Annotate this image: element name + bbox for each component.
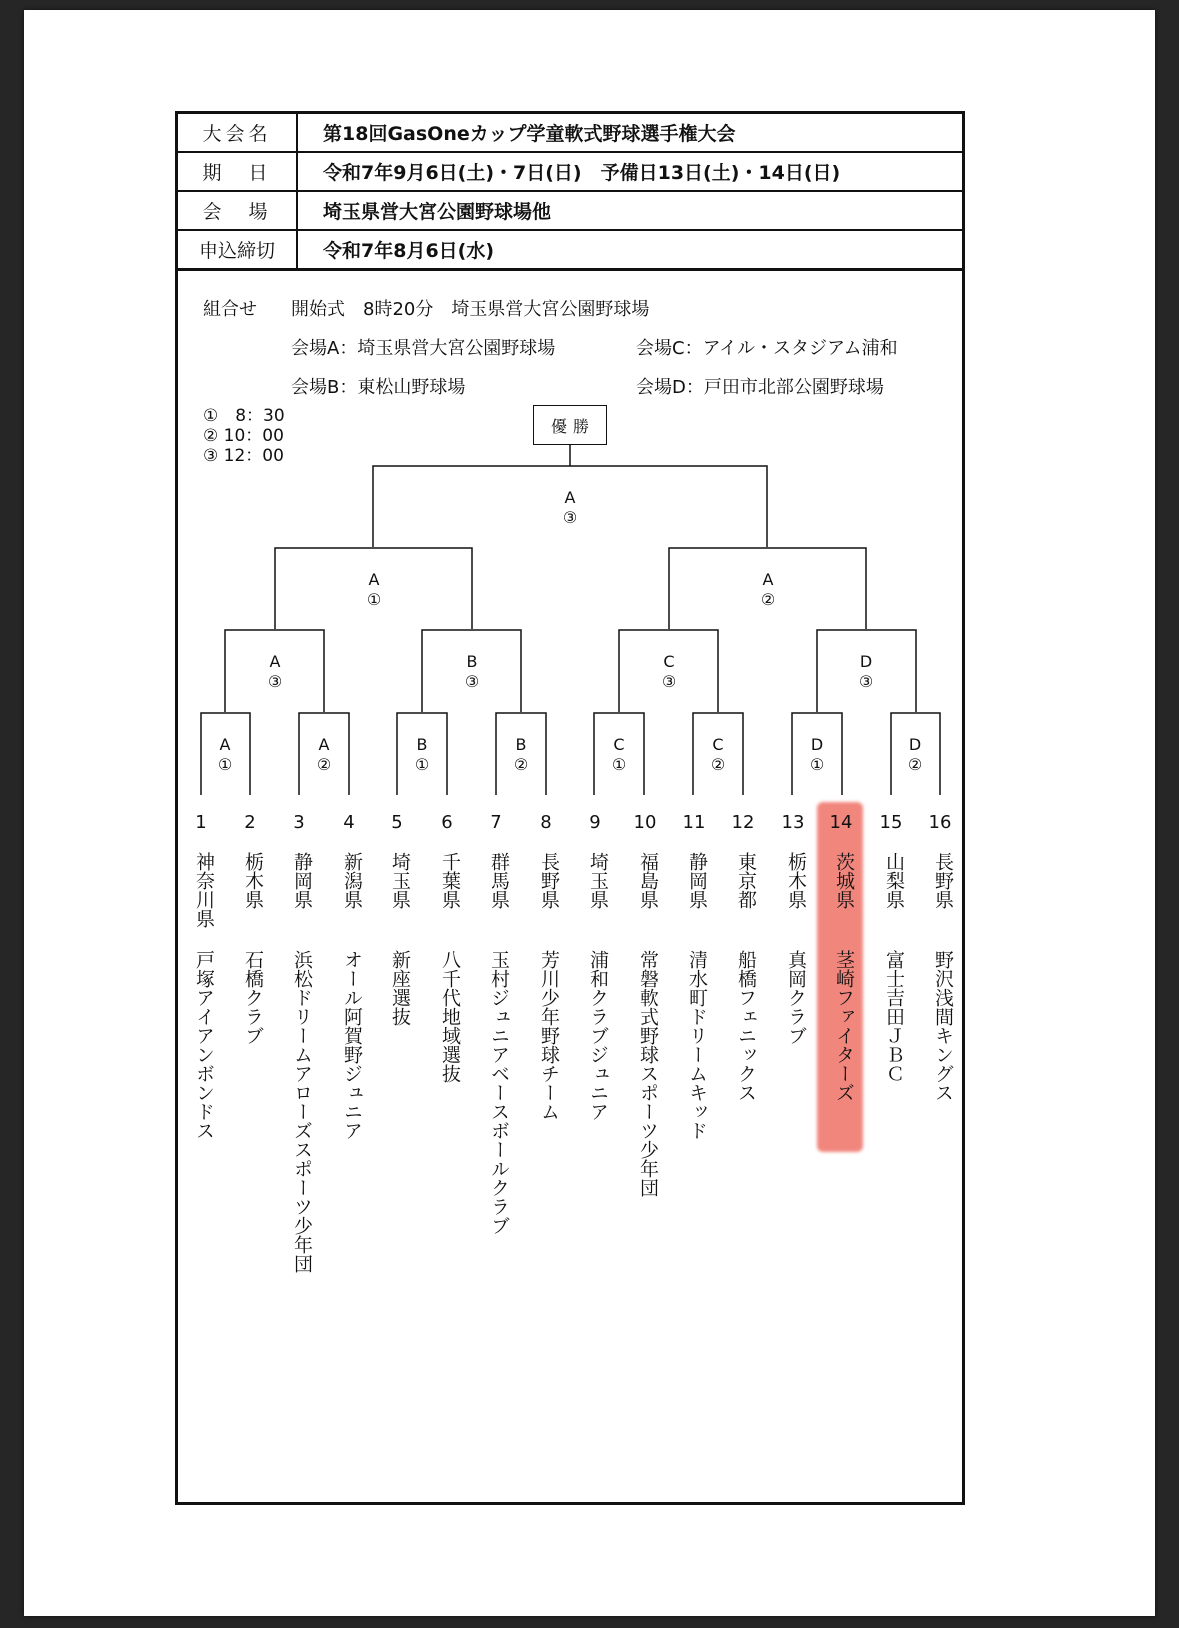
match-venue: B — [416, 735, 428, 754]
champion-box: 優勝 — [533, 405, 607, 445]
team-name: 清水町ドリームキッド — [686, 950, 708, 1140]
seed-number: 4 — [343, 812, 355, 833]
match-slot: ① — [366, 590, 382, 609]
team-name: 玉村ジュニアベースボールクラブ — [488, 950, 510, 1235]
team-prefecture: 長野県 — [932, 852, 954, 909]
match-slot: ② — [760, 590, 776, 609]
team-prefecture: 群馬県 — [488, 852, 510, 909]
seed-number: 12 — [731, 812, 755, 833]
team-prefecture: 長野県 — [538, 852, 560, 909]
match-venue: D — [810, 735, 824, 754]
header-label: 会 場 — [178, 192, 298, 229]
seed-number: 15 — [879, 812, 903, 833]
match-venue: A — [318, 735, 330, 754]
match-label-final — [550, 488, 590, 528]
kumiawase-label: 組合せ — [203, 299, 257, 320]
team-name: 常磐軟式野球スポーツ少年団 — [637, 950, 659, 1197]
team-prefecture: 福島県 — [637, 852, 659, 909]
team-name: 新座選抜 — [389, 950, 411, 1026]
match-slot: ② — [513, 755, 529, 774]
team-prefecture: 静岡県 — [686, 852, 708, 909]
match-venue: A — [762, 570, 774, 589]
team-name: 茎崎ファイターズ — [833, 950, 855, 1102]
team-name: 石橋クラブ — [242, 950, 264, 1045]
match-label-r1-2 — [304, 735, 344, 775]
match-slot: ② — [710, 755, 726, 774]
team-prefecture: 埼玉県 — [587, 852, 609, 909]
venue-b: 会場B：東松山野球場 — [291, 377, 466, 398]
match-slot: ① — [809, 755, 825, 774]
match-slot: ③ — [858, 672, 874, 691]
venue-a: 会場A：埼玉県営大宮公園野球場 — [291, 338, 556, 359]
team-name: 野沢浅間キングス — [932, 950, 954, 1102]
match-slot: ③ — [267, 672, 283, 691]
team-prefecture: 静岡県 — [291, 852, 313, 909]
match-slot: ③ — [562, 508, 578, 527]
seed-number: 3 — [293, 812, 305, 833]
match-label-qf-2 — [452, 652, 492, 692]
seed-number: 1 — [195, 812, 207, 833]
team-name: 浦和クラブジュニア — [587, 950, 609, 1121]
seed-number: 5 — [391, 812, 403, 833]
tournament-venue: 埼玉県営大宮公園野球場他 — [323, 201, 552, 223]
match-label-r1-8 — [895, 735, 935, 775]
match-slot: ② — [316, 755, 332, 774]
seed-number: 7 — [490, 812, 502, 833]
tournament-date: 令和7年9月6日(土)・7日(日) 予備日13日(土)・14日(日) — [323, 162, 841, 184]
team-prefecture: 東京都 — [735, 852, 757, 909]
time-slot-1: ① 8：30 — [203, 406, 285, 426]
seed-number: 2 — [244, 812, 256, 833]
seed-number: 16 — [928, 812, 952, 833]
match-slot: ① — [414, 755, 430, 774]
team-prefecture: 栃木県 — [242, 852, 264, 909]
team-prefecture: 新潟県 — [341, 852, 363, 909]
team-prefecture: 茨城県 — [833, 852, 855, 909]
match-label-semi-2 — [748, 570, 788, 610]
application-deadline: 令和7年8月6日(水) — [323, 240, 495, 262]
team-prefecture: 神奈川県 — [193, 852, 215, 928]
match-label-r1-1 — [205, 735, 245, 775]
header-label: 期 日 — [178, 153, 298, 190]
match-venue: A — [269, 652, 281, 671]
team-name: オール阿賀野ジュニア — [341, 950, 363, 1140]
match-slot: ① — [217, 755, 233, 774]
seed-number: 14 — [829, 812, 853, 833]
match-slot: ③ — [661, 672, 677, 691]
team-name: 芳川少年野球チーム — [538, 950, 560, 1121]
team-name: 真岡クラブ — [785, 950, 807, 1045]
seed-number: 13 — [781, 812, 805, 833]
match-label-r1-7 — [797, 735, 837, 775]
match-slot: ② — [907, 755, 923, 774]
team-name: 富士吉田ＪＢＣ — [883, 950, 905, 1083]
venue-c: 会場C：アイル・スタジアム浦和 — [636, 338, 898, 359]
match-venue: A — [368, 570, 380, 589]
match-label-r1-5 — [599, 735, 639, 775]
match-venue: B — [515, 735, 527, 754]
tournament-name: 第18回GasOneカップ学童軟式野球選手権大会 — [323, 123, 736, 145]
team-name: 浜松ドリームアローズスポーツ少年団 — [291, 950, 313, 1273]
match-venue: C — [712, 735, 724, 754]
match-venue: D — [908, 735, 922, 754]
team-prefecture: 山梨県 — [883, 852, 905, 909]
seed-number: 8 — [540, 812, 552, 833]
time-slot-2: ② 10：00 — [203, 426, 284, 446]
match-label-r1-6 — [698, 735, 738, 775]
seed-number: 6 — [441, 812, 453, 833]
match-venue: D — [859, 652, 873, 671]
match-label-semi-1 — [354, 570, 394, 610]
venue-d: 会場D：戸田市北部公園野球場 — [636, 377, 884, 398]
match-label-qf-1 — [255, 652, 295, 692]
match-venue: B — [466, 652, 478, 671]
match-label-r1-4 — [501, 735, 541, 775]
time-slot-3: ③ 12：00 — [203, 446, 284, 466]
match-label-qf-3 — [649, 652, 689, 692]
seed-number: 11 — [682, 812, 706, 833]
team-prefecture: 栃木県 — [785, 852, 807, 909]
opening-ceremony: 開始式 8時20分 埼玉県営大宮公園野球場 — [291, 299, 650, 320]
match-venue: A — [564, 488, 576, 507]
team-name: 八千代地域選抜 — [439, 950, 461, 1083]
match-label-qf-4 — [846, 652, 886, 692]
seed-number: 9 — [589, 812, 601, 833]
match-slot: ① — [611, 755, 627, 774]
match-label-r1-3 — [402, 735, 442, 775]
team-prefecture: 埼玉県 — [389, 852, 411, 909]
team-name: 戸塚アイアンボンドス — [193, 950, 215, 1140]
match-venue: A — [219, 735, 231, 754]
team-name: 船橋フェニックス — [735, 950, 757, 1102]
header-label: 申込締切 — [178, 231, 298, 268]
match-slot: ③ — [464, 672, 480, 691]
match-venue: C — [663, 652, 675, 671]
team-prefecture: 千葉県 — [439, 852, 461, 909]
match-venue: C — [613, 735, 625, 754]
seed-number: 10 — [633, 812, 657, 833]
header-label: 大会名 — [178, 114, 298, 151]
